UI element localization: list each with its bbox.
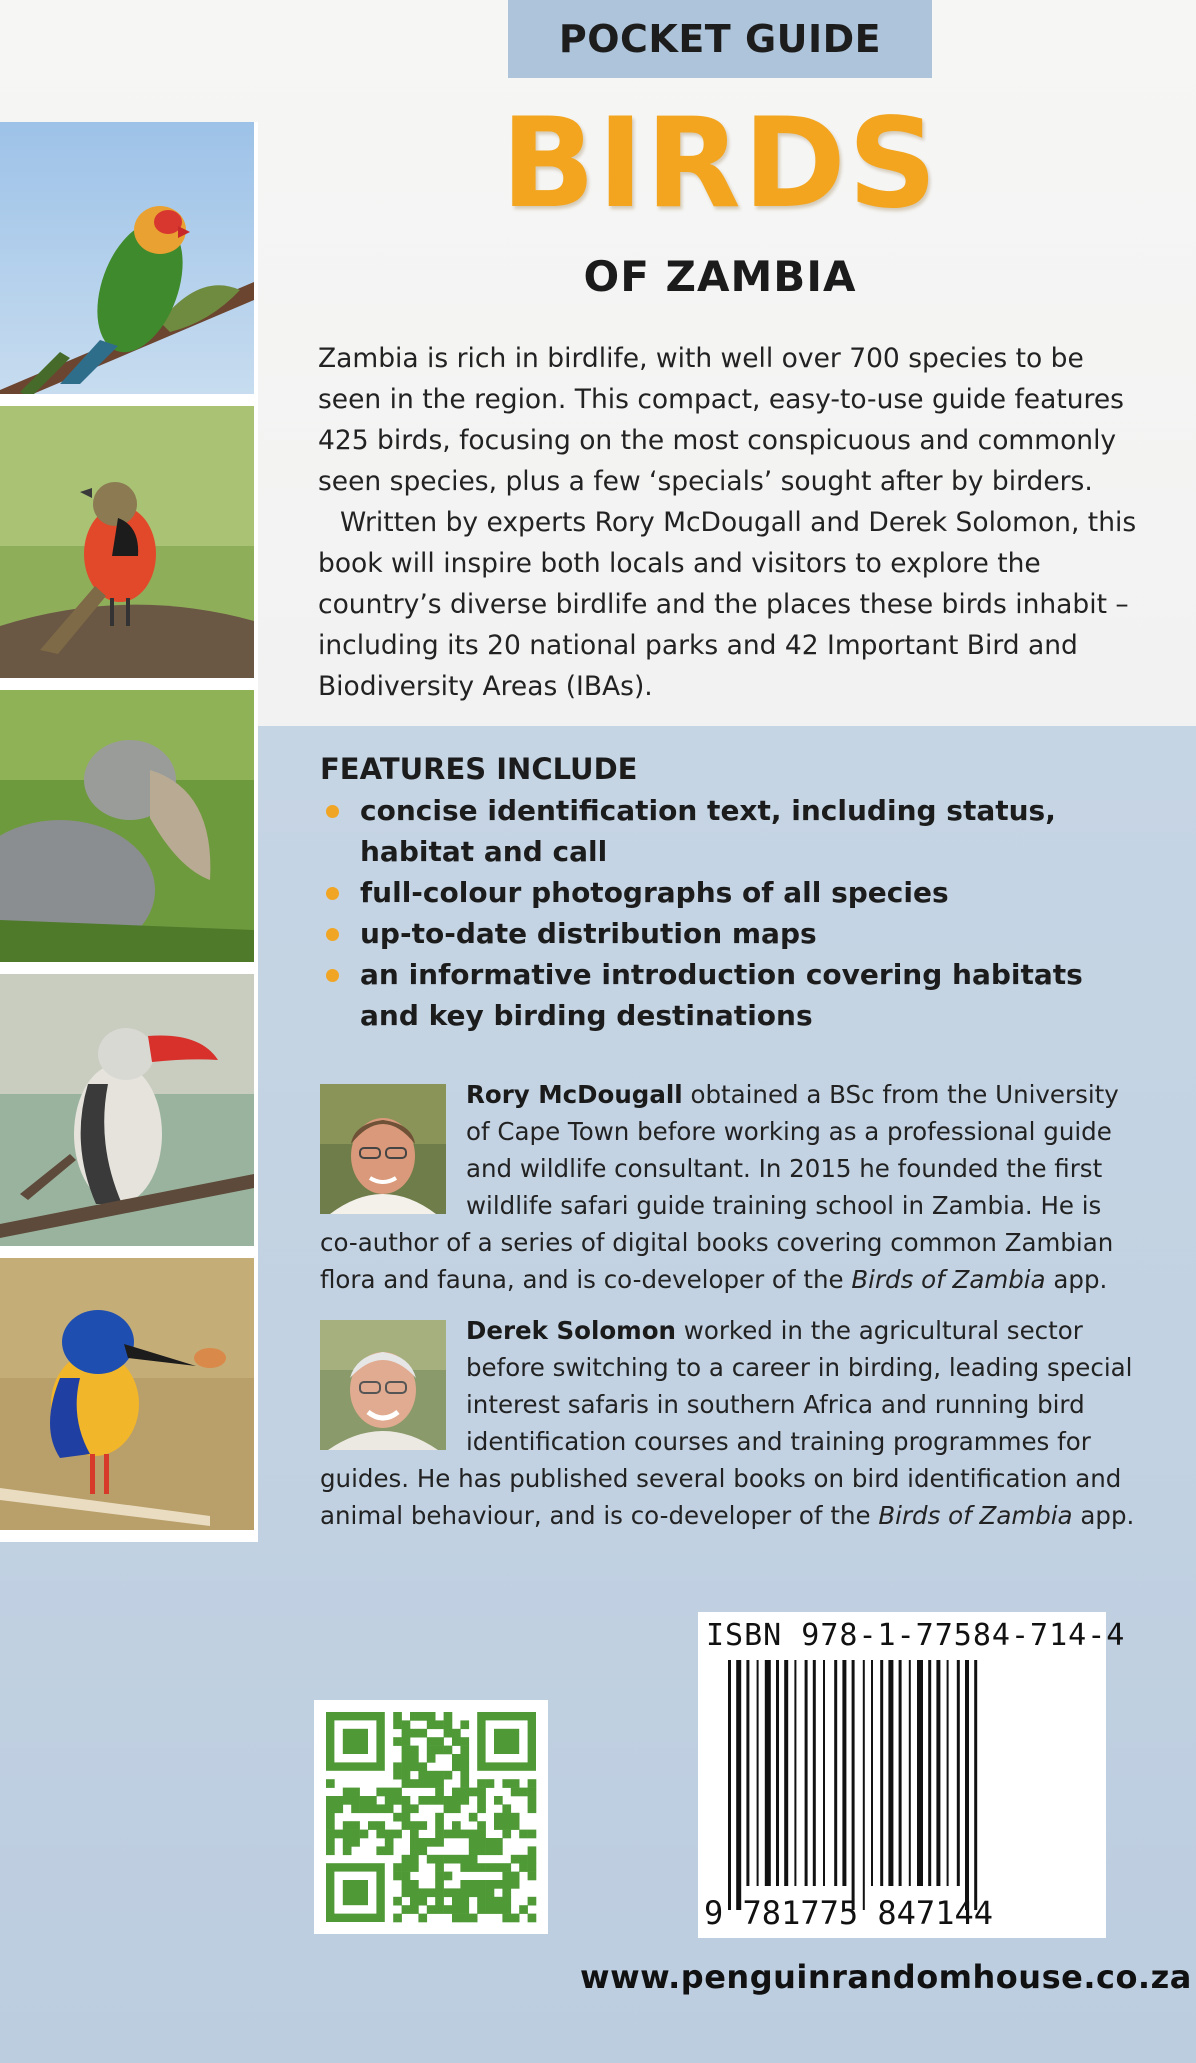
bio-end: app. — [1080, 1501, 1135, 1530]
feature-text: full-colour photographs of all species — [360, 876, 949, 909]
shoebill-photo-icon — [0, 690, 254, 962]
series-label: POCKET GUIDE — [508, 0, 932, 78]
rory-portrait-icon — [320, 1084, 446, 1214]
book-subtitle: OF ZAMBIA — [583, 252, 857, 301]
qr-code-icon — [314, 1700, 548, 1934]
bullet-icon — [326, 805, 339, 818]
intro-paragraph-2: Written by experts Rory McDougall and Derek Solomon, this book will inspire both locals and visitors to explore the country’s diverse birdlife and the places these birds inhabit – including its 20 national parks and 42 Important Bird and Biodiversity Areas (IBAs). — [318, 507, 1137, 702]
barcode-icon — [698, 1612, 1106, 1938]
author-bio-rory — [320, 1076, 1140, 1298]
book-title: BIRDS — [500, 92, 940, 236]
feature-item — [316, 790, 1136, 872]
bio-end: app. — [1053, 1265, 1108, 1294]
photo-strip — [0, 122, 258, 1542]
longclaw-photo-icon — [0, 406, 254, 678]
barcode-digits: 9 781775 847144 — [704, 1894, 993, 1932]
features-list — [316, 790, 1136, 1036]
bullet-icon — [326, 928, 339, 941]
author-name: Rory McDougall — [466, 1080, 683, 1109]
author-name: Derek Solomon — [466, 1316, 676, 1345]
feature-item — [316, 954, 1136, 1036]
author-bio: obtained a BSc from the University of Cape Town before working as a professional guide and wildlife consultant. In 2015 he founded the first wildlife safari guide training school in Zambia. He is co-author of a series of digital books covering common Zambian flora and fauna, and is co-developer of the — [320, 1080, 1119, 1294]
kingfisher-photo-icon — [0, 1258, 254, 1530]
feature-text: up-to-date distribution maps — [360, 917, 817, 950]
author-bio-derek — [320, 1312, 1140, 1534]
intro-text — [318, 338, 1138, 707]
app-name: Birds of Zambia — [851, 1265, 1046, 1294]
publisher-website: www.penguinrandomhouse.co.za — [580, 1958, 1192, 1996]
author-bio: worked in the agricultural sector before switching to a career in birding, leading special interest safaris in southern Africa and running bird identification courses and training programmes for guides. He has published several books on bird identification and animal behaviour, and is co-developer of the — [320, 1316, 1133, 1530]
intro-paragraph-1: Zambia is rich in birdlife, with well over 700 species to be seen in the region. This compact, easy-to-use guide features 425 birds, focusing on the most conspicuous and commonly seen species, plus a few ‘specials’ sought after by birders. — [318, 343, 1124, 497]
feature-text: an informative introduction covering habitats and key birding destinations — [360, 958, 1083, 1032]
feature-item — [316, 913, 1136, 954]
isbn-label: ISBN 978-1-77584-714-4 — [706, 1618, 1126, 1653]
isbn-barcode — [698, 1612, 1106, 1938]
app-name: Birds of Zambia — [878, 1501, 1073, 1530]
feature-item — [316, 872, 1136, 913]
bullet-icon — [326, 887, 339, 900]
hornbill-photo-icon — [0, 974, 254, 1246]
qr-code — [314, 1700, 548, 1934]
features-heading: FEATURES INCLUDE — [320, 752, 638, 786]
feature-text: concise identification text, including status, habitat and call — [360, 794, 1056, 868]
bullet-icon — [326, 969, 339, 982]
lovebird-photo-icon — [0, 122, 254, 394]
derek-portrait-icon — [320, 1320, 446, 1450]
